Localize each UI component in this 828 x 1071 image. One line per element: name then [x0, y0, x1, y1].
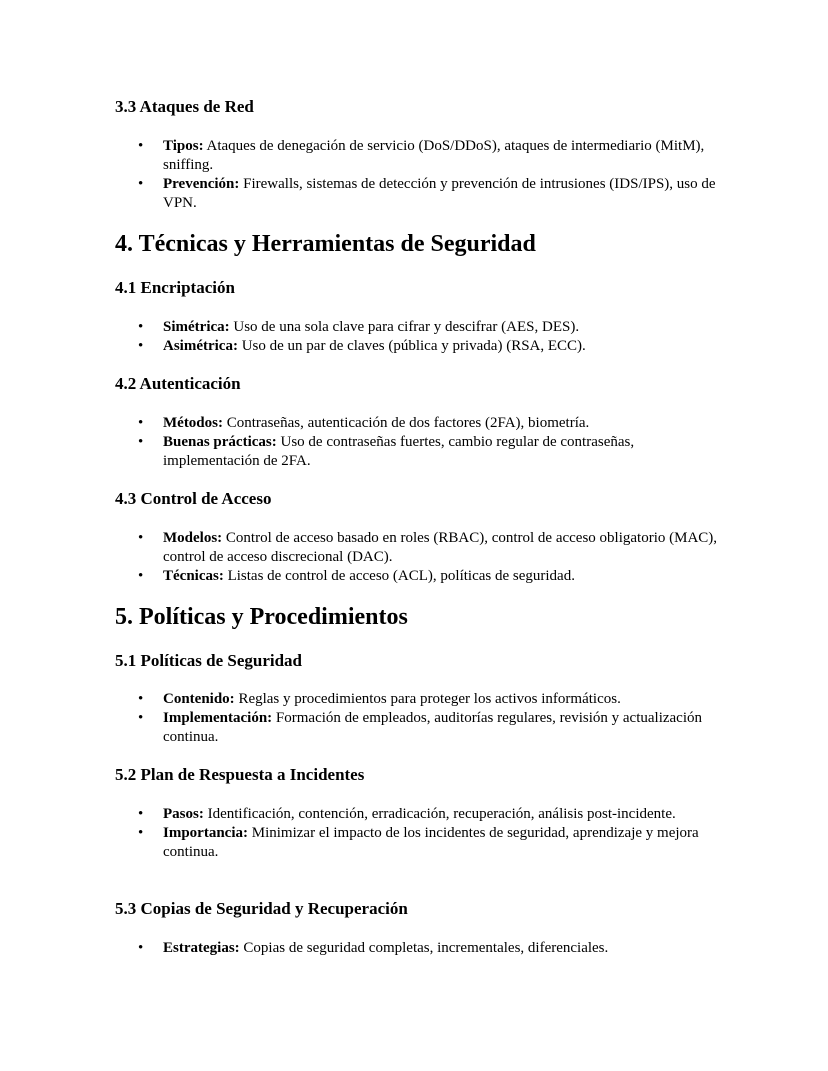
item-text: Reglas y procedimientos para proteger los activos informáticos. [234, 691, 621, 707]
item-text: Identificación, contención, erradicación, recuperación, análisis post-incidente. [203, 806, 676, 822]
list-4-2 [0, 414, 828, 471]
item-text: Minimizar el impacto de los incidentes de seguridad, aprendizaje y mejora continua. [163, 825, 699, 860]
item-term: Buenas prácticas: [163, 434, 277, 450]
item-text: Firewalls, sistemas de detección y prevención de intrusiones (IDS/IPS), uso de VPN. [163, 176, 716, 211]
item-text: Uso de un par de claves (pública y privada) (RSA, ECC). [237, 338, 586, 354]
list-item [0, 709, 723, 747]
bullet-icon: • [138, 568, 144, 584]
list-5-3 [0, 939, 828, 958]
bullet-icon: • [138, 319, 144, 335]
list-item [0, 805, 723, 824]
bullet-icon: • [138, 138, 144, 154]
heading-5: 5. Políticas y Procedimientos [115, 604, 408, 630]
item-term: Pasos: [163, 806, 204, 822]
heading-5-2: 5.2 Plan de Respuesta a Incidentes [115, 765, 365, 784]
heading-3-3: 3.3 Ataques de Red [115, 97, 254, 116]
list-item [0, 824, 723, 862]
item-term: Implementación: [163, 710, 273, 726]
bullet-icon: • [138, 691, 144, 707]
list-item [0, 318, 723, 337]
list-5-2 [0, 805, 828, 862]
item-term: Simétrica: [163, 319, 230, 335]
bullet-icon: • [138, 338, 144, 354]
list-4-3 [0, 529, 828, 586]
list-item [0, 690, 723, 709]
list-item [0, 529, 723, 567]
item-term: Contenido: [163, 691, 235, 707]
item-term: Prevención: [163, 176, 240, 192]
bullet-icon: • [138, 176, 144, 192]
bullet-icon: • [138, 415, 144, 431]
list-4-1 [0, 318, 828, 356]
heading-5-3: 5.3 Copias de Seguridad y Recuperación [115, 899, 408, 918]
item-term: Métodos: [163, 415, 223, 431]
list-item [0, 414, 723, 433]
bullet-icon: • [138, 806, 144, 822]
bullet-icon: • [138, 940, 144, 956]
item-term: Importancia: [163, 825, 248, 841]
item-term: Estrategias: [163, 940, 240, 956]
item-text: Ataques de denegación de servicio (DoS/DDoS), ataques de intermediario (MitM), sniffing. [163, 138, 705, 173]
list-item [0, 137, 723, 175]
heading-4-3: 4.3 Control de Acceso [115, 489, 272, 508]
bullet-icon: • [138, 530, 144, 546]
item-text: Uso de una sola clave para cifrar y descifrar (AES, DES). [229, 319, 580, 335]
heading-4-1: 4.1 Encriptación [115, 278, 235, 297]
item-term: Modelos: [163, 530, 223, 546]
heading-4: 4. Técnicas y Herramientas de Seguridad [115, 231, 536, 257]
bullet-icon: • [138, 825, 144, 841]
list-3-3 [0, 137, 828, 213]
item-term: Asimétrica: [163, 338, 238, 354]
item-text: Formación de empleados, auditorías regulares, revisión y actualización continua. [163, 710, 703, 745]
list-5-1 [0, 690, 828, 747]
bullet-icon: • [138, 710, 144, 726]
item-term: Tipos: [163, 138, 204, 154]
heading-4-2: 4.2 Autenticación [115, 374, 241, 393]
item-text: Listas de control de acceso (ACL), políticas de seguridad. [223, 568, 575, 584]
item-term: Técnicas: [163, 568, 224, 584]
item-text: Control de acceso basado en roles (RBAC), control de acceso obligatorio (MAC), control de acceso discrecional (DAC). [163, 530, 718, 565]
item-text: Uso de contraseñas fuertes, cambio regular de contraseñas, implementación de 2FA. [163, 434, 635, 469]
item-text: Contraseñas, autenticación de dos factores (2FA), biometría. [223, 415, 590, 431]
bullet-icon: • [138, 434, 144, 450]
list-item [0, 939, 723, 958]
list-item [0, 567, 723, 586]
item-text: Copias de seguridad completas, incrementales, diferenciales. [239, 940, 609, 956]
list-item [0, 337, 723, 356]
list-item [0, 175, 723, 213]
list-item [0, 433, 723, 471]
heading-5-1: 5.1 Políticas de Seguridad [115, 651, 303, 670]
